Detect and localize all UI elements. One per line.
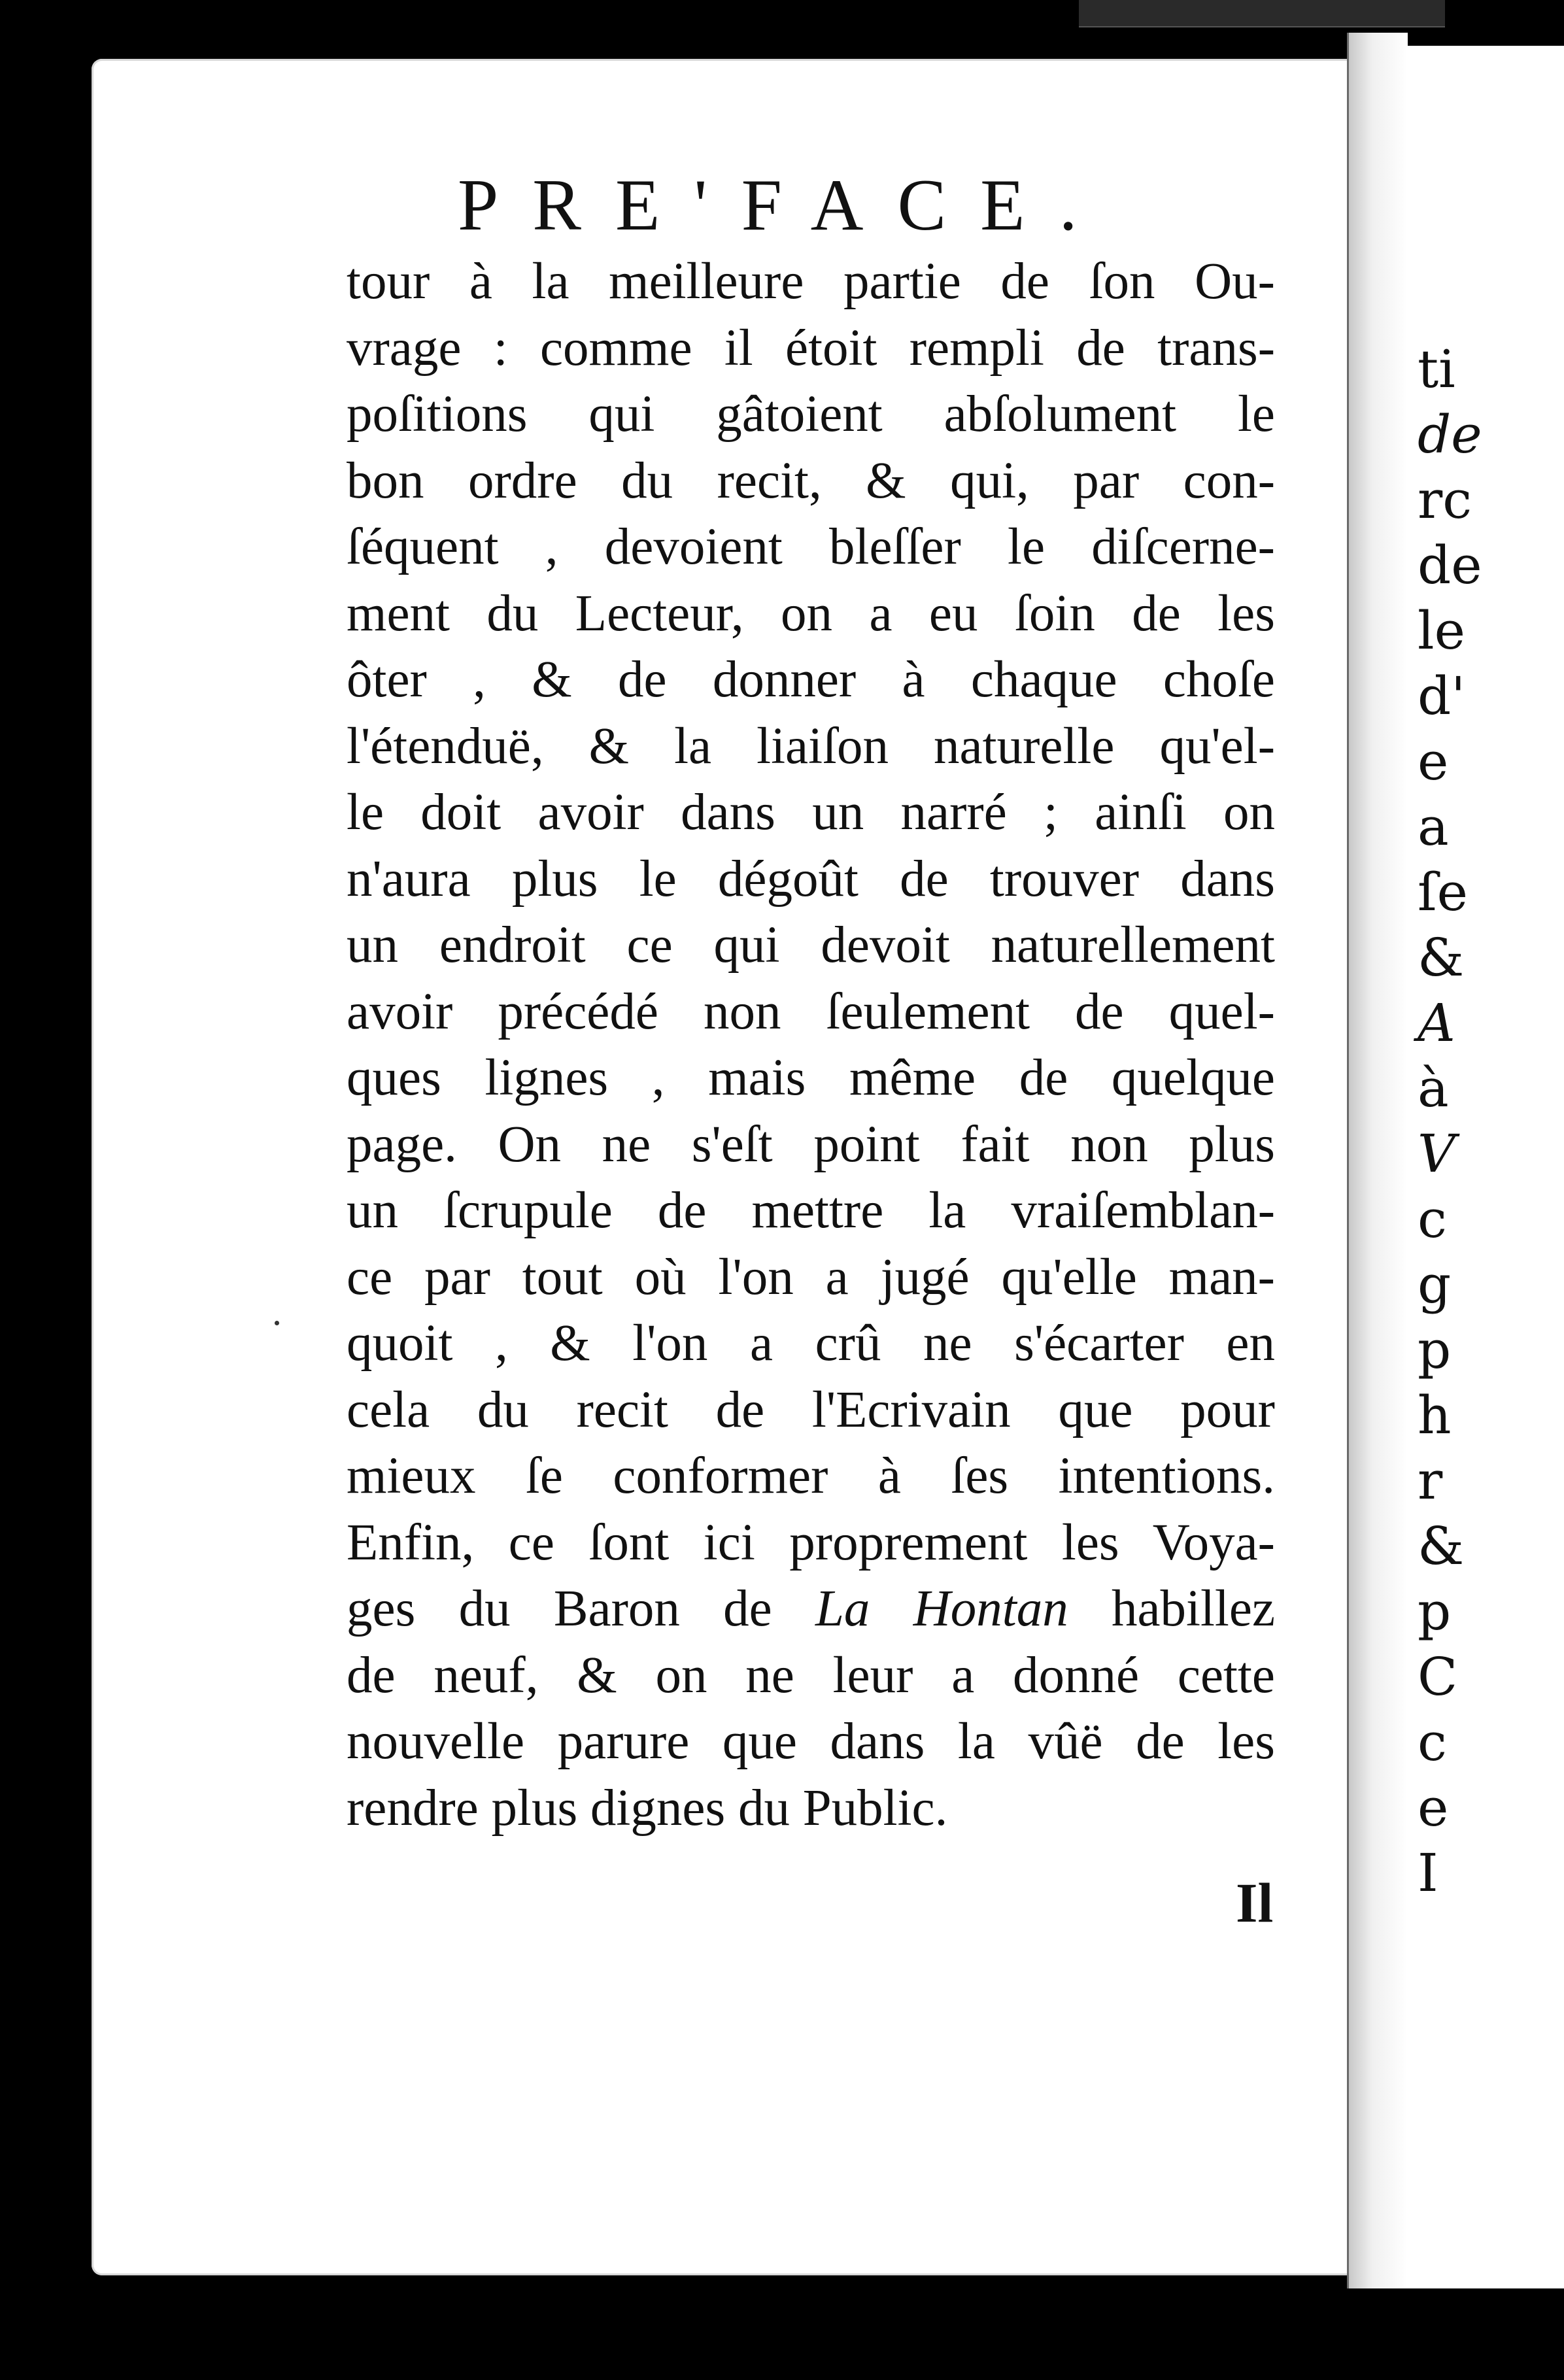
text-line: n'aura plus le dégoût de trouver dans: [347, 850, 1275, 908]
text-line: tour à la meilleure partie de ſon Ou-: [347, 253, 1275, 310]
text-line: poſitions qui gâtoient abſolument le: [347, 386, 1275, 443]
text-line: quoit , & l'on a crû ne s'écarter en: [347, 1315, 1275, 1372]
facing-page-fragment: [1406, 46, 1564, 2288]
italic-name: La Hontan: [815, 1580, 1068, 1637]
facing-page-text: e: [1418, 1777, 1449, 1838]
text-line: avoir précédé non ſeulement de quel-: [347, 983, 1275, 1040]
text-line: ques lignes , mais même de quelque: [347, 1049, 1275, 1106]
facing-page-text: de: [1418, 535, 1482, 596]
facing-page-text: A: [1418, 993, 1455, 1053]
text-segment: habillez: [1068, 1580, 1276, 1637]
text-line: le doit avoir dans un narré ; ainſi on: [347, 784, 1275, 841]
text-line-with-italic: [347, 1576, 1275, 1642]
text-line: un ſcrupule de mettre la vraiſemblan-: [347, 1182, 1275, 1239]
catchword: Il: [1236, 1871, 1274, 1934]
facing-page-text: d': [1418, 666, 1466, 726]
facing-page-text: p: [1418, 1581, 1452, 1642]
text-line: nouvelle parure que dans la vûë de les: [347, 1713, 1275, 1770]
book-edge-top: [1079, 0, 1445, 27]
facing-page-text: ſe: [1418, 862, 1468, 923]
facing-page-text: e: [1418, 731, 1449, 792]
facing-page-text: le: [1418, 600, 1465, 661]
text-line: l'étenduë, & la liaiſon naturelle qu'el-: [347, 717, 1275, 775]
facing-page-text: c: [1418, 1712, 1447, 1773]
text-line: bon ordre du recit, & qui, par con-: [347, 452, 1275, 509]
text-line: cela du recit de l'Ecrivain que pour: [347, 1381, 1275, 1438]
facing-page-text: V: [1418, 1123, 1455, 1184]
text-line: Enfin, ce ſont ici proprement les Voya-: [347, 1514, 1275, 1571]
ink-speck: [275, 1321, 279, 1325]
facing-page-text: h: [1418, 1385, 1452, 1446]
facing-page-text: c: [1418, 1189, 1447, 1250]
facing-page-text: I: [1418, 1843, 1438, 1903]
running-head: PRE'FACE.: [458, 165, 1112, 246]
text-line: vrage : comme il étoit rempli de trans-: [347, 319, 1275, 377]
facing-page-text: &: [1418, 927, 1465, 988]
facing-page-text: &: [1418, 1516, 1465, 1576]
body-text: [347, 248, 1275, 1841]
facing-page-text: r: [1418, 1450, 1443, 1511]
text-line: ſéquent , devoient bleſſer le diſcerne-: [347, 518, 1275, 575]
text-line: ôter , & de donner à chaque choſe: [347, 651, 1275, 708]
text-line: page. On ne s'eſt point fait non plus: [347, 1115, 1275, 1173]
facing-page-text: p: [1418, 1319, 1452, 1380]
facing-page-text: a: [1418, 796, 1449, 857]
facing-page-text: g: [1418, 1254, 1452, 1315]
facing-page-text: de: [1418, 404, 1482, 465]
book-gutter: [1347, 33, 1408, 2288]
text-line: de neuf, & on ne leur a donné cette: [347, 1646, 1275, 1704]
facing-page-text: ti: [1418, 339, 1455, 400]
text-segment: ges du Baron de: [347, 1580, 815, 1637]
facing-page-text: rc: [1418, 469, 1472, 530]
text-line: rendre plus dignes du Public.: [347, 1779, 948, 1837]
text-line: mieux ſe conformer à ſes intentions.: [347, 1448, 1275, 1504]
text-line: un endroit ce qui devoit naturellement: [347, 917, 1275, 974]
facing-page-text: C: [1418, 1646, 1458, 1707]
text-line: ce par tout où l'on a jugé qu'elle man-: [347, 1248, 1275, 1306]
text-line: ment du Lecteur, on a eu ſoin de les: [347, 585, 1275, 642]
facing-page-text: à: [1418, 1058, 1449, 1119]
